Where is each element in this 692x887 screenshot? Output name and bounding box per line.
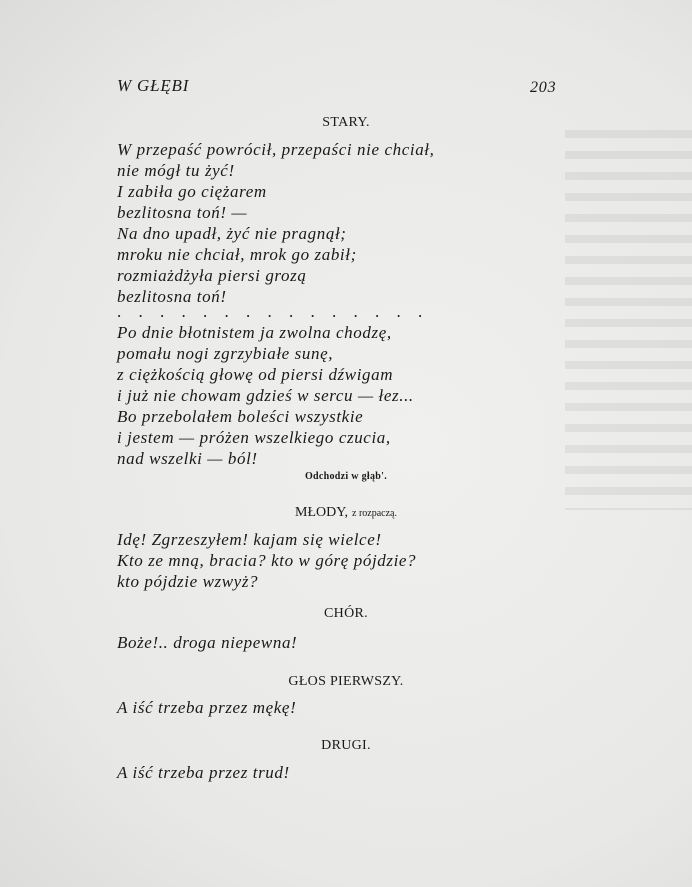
verse-line: i już nie chowam gdzieś w sercu — łez... — [117, 386, 414, 405]
speaker-direction: z rozpaczą. — [352, 508, 397, 519]
verse-line: z ciężkością głowę od piersi dźwigam — [117, 365, 394, 384]
verse-line: kto pójdzie wzwyż? — [117, 572, 259, 591]
speaker-heading-mlody — [0, 503, 692, 521]
verse-line: I zabiła go ciężarem — [117, 182, 267, 201]
verse-line: i jestem — próżen wszelkiego czucia, — [117, 428, 391, 447]
verse-line: A iść trzeba przez trud! — [117, 763, 290, 782]
verse-line: Boże!.. droga niepewna! — [117, 633, 298, 652]
verse-line: nie mógł tu żyć! — [117, 161, 235, 180]
speaker-heading: STARY. — [322, 115, 370, 130]
bleed-through-text — [565, 130, 692, 510]
verse-line: Bo przebolałem boleści wszystkie — [117, 407, 364, 426]
verse-line: Na dno upadł, żyć nie pragnął; — [117, 224, 347, 243]
speaker-heading: DRUGI. — [321, 738, 371, 753]
speaker-heading: GŁOS PIERWSZY. — [288, 674, 404, 689]
stage-direction: Odchodzi w głąb'. — [304, 471, 388, 482]
verse-line: Po dnie błotnistem ja zwolna chodzę, — [117, 323, 392, 342]
page-number: 203 — [530, 79, 557, 96]
running-title: W GŁĘBI — [117, 76, 190, 95]
verse-line: W przepaść powrócił, przepaści nie chciał, — [117, 140, 435, 159]
verse-line: nad wszelki — ból! — [117, 449, 258, 468]
verse-line: pomału nogi zgrzybiałe sunę, — [117, 344, 334, 363]
speaker-heading: CHÓR. — [324, 606, 368, 621]
speaker-name: MŁODY, — [295, 505, 349, 520]
verse-line: A iść trzeba przez mękę! — [117, 698, 297, 717]
verse-line: mroku nie chciał, mrok go zabił; — [117, 245, 357, 264]
separator-dots: . . . . . . . . . . . . . . . — [117, 302, 429, 321]
verse-line: Idę! Zgrzeszyłem! kajam się wielce! — [117, 530, 382, 549]
verse-line: rozmiażdżyła piersi grozą — [117, 266, 307, 285]
verse-line: bezlitosna toń! — — [117, 203, 248, 222]
verse-line: bezlitosna toń! — [117, 287, 227, 306]
verse-line: Kto ze mną, bracia? kto w górę pójdzie? — [117, 551, 417, 570]
